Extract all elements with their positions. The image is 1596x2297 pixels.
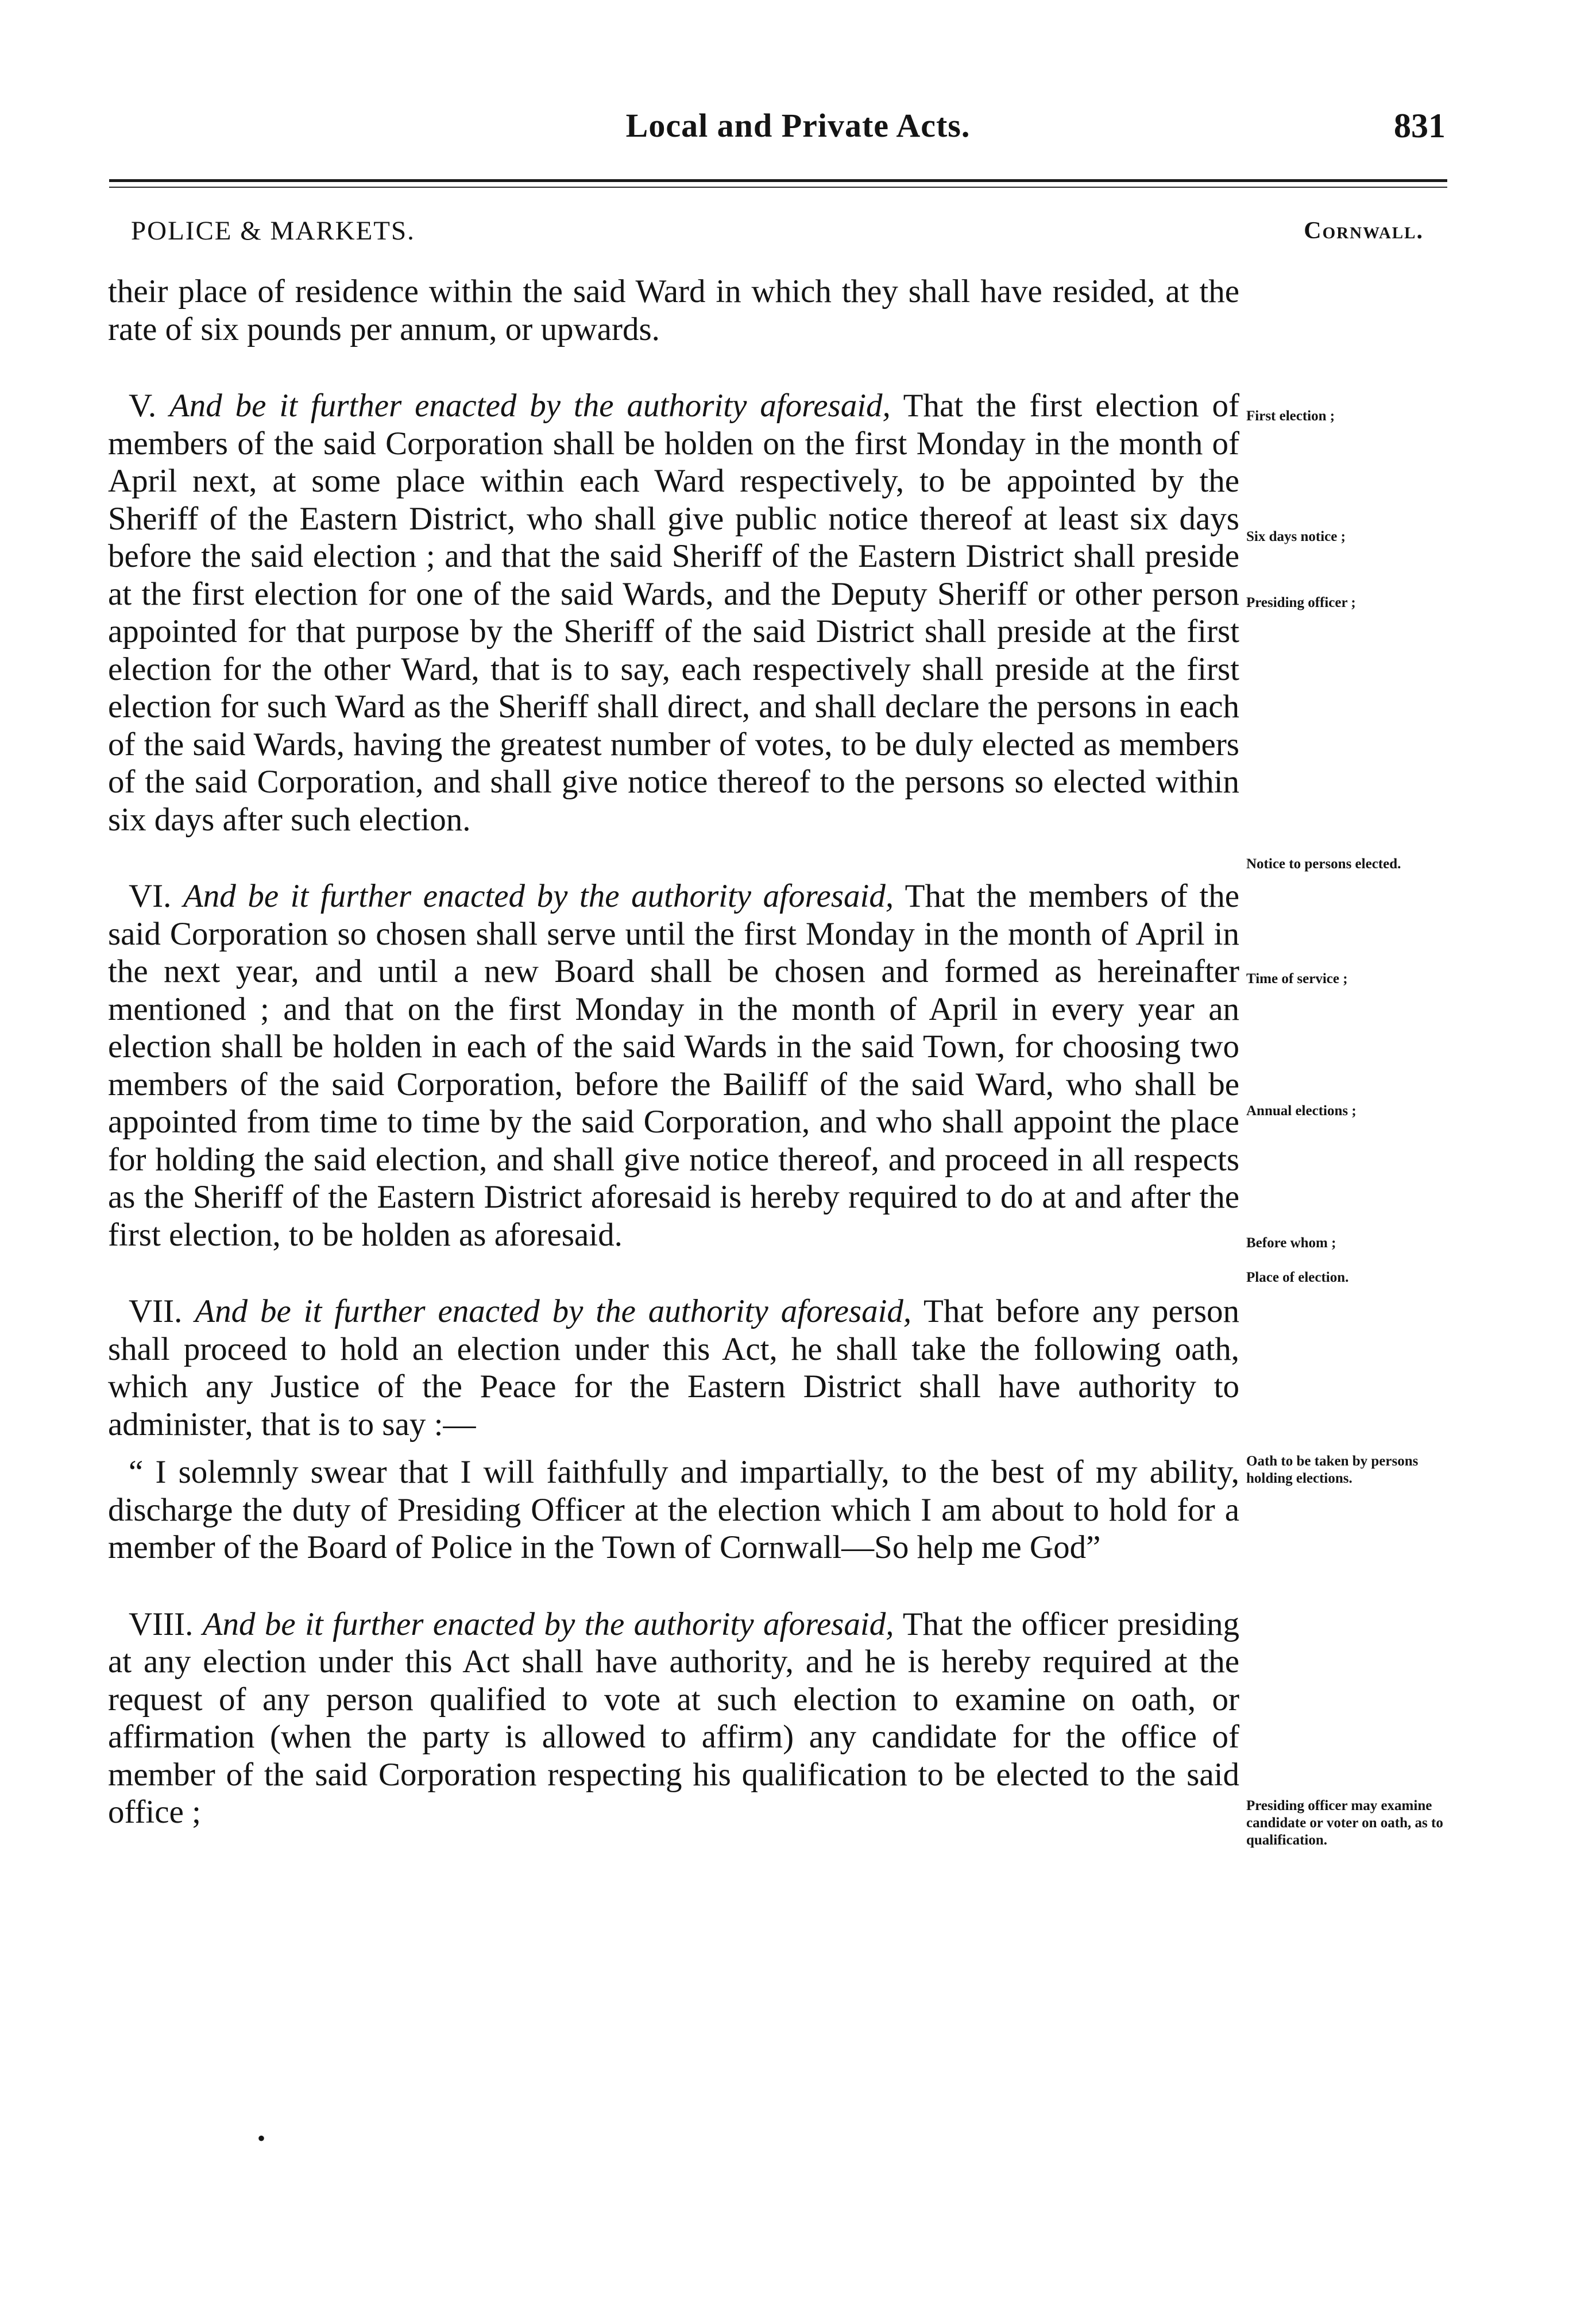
section-8-number: VIII.	[129, 1606, 194, 1642]
header-rule-thick	[109, 179, 1447, 182]
section-title: POLICE & MARKETS.	[131, 216, 415, 246]
continuation-paragraph: their place of residence within the said Ward in which they shall have resided, at the rate of six pounds per annum, or upwards.	[108, 273, 1239, 347]
section-6-number: VI.	[129, 878, 172, 914]
page-number: 831	[1394, 107, 1446, 145]
margin-note-time-of-service: Time of service ;	[1246, 971, 1348, 987]
margin-note-first-election: First election ;	[1246, 408, 1335, 424]
margin-note-presiding-officer: Presiding officer ;	[1246, 595, 1356, 610]
margin-note-oath-to-be-taken: Oath to be taken by persons holding elections.	[1246, 1453, 1419, 1486]
section-8-text: That the officer presiding at any election under this Act shall have authority, and he is hereby required at the request of any person qualified to vote at such election to examine on oath, or affirmation (when the party is allowed to affirm) any candidate for the office of member of the said Corporation respecting his qualification to be elected to the said office ;	[108, 1606, 1239, 1830]
section-5	[108, 387, 1239, 838]
section-7-number: VII.	[129, 1293, 183, 1329]
margin-note-annual-elections: Annual elections ;	[1246, 1103, 1357, 1119]
running-head	[0, 106, 1596, 152]
section-7-enacting-clause: And be it further enacted by the authority aforesaid,	[195, 1293, 912, 1329]
section-6-text: That the members of the said Corporation so chosen shall serve until the first Monday in the month of April in the next year, and until a new Board shall be chosen and formed as hereinafter mentioned ; and that on the first Monday in the month of April in every year an election shall be holden in each of the said Wards in the said Town, for choosing two members of the said Corporation, before the Bailiff of the said Ward, who shall be appointed from time to time by the said Corporation, and who shall appoint the place for holding the said election, and shall give notice thereof, and proceed in all respects as the Sheriff of the Eastern District aforesaid is hereby required to do at and after the first election, to be holden as aforesaid.	[108, 878, 1239, 1253]
margin-note-place-of-election: Place of election.	[1246, 1270, 1349, 1285]
oath-text: “ I solemnly swear that I will faithfully and impartially, to the best of my ability, discharge the duty of Presiding Officer at the election which I am about to hold for a member of the Board of Police in the Town of Cornwall—So help me God”	[108, 1454, 1239, 1565]
running-title: Local and Private Acts.	[625, 107, 971, 144]
header-rule-thin	[109, 187, 1447, 188]
section-6	[108, 877, 1239, 1254]
section-5-text: That the first election of members of the said Corporation shall be holden on the first Monday in the month of April next, at some place within each Ward respectively, to be appointed by the Sheriff of the Eastern District, who shall give public notice thereof at least six days before the said election ; and that the said Sheriff of the Eastern District shall preside at the first election for one of the said Wards, and the Deputy Sheriff or other person appointed for that purpose by the Sheriff of the said District shall preside at the first election for the other Ward, that is to say, each respectively shall preside at the first election for such Ward as the Sheriff shall direct, and shall declare the persons in each of the said Wards, having the greatest number of votes, to be duly elected as members of the said Corporation, and shall give notice thereof to the persons so elected within six days after such election.	[108, 388, 1240, 838]
margin-note-presiding-officer-may-examine: Presiding officer may examine candidate or voter on oath, as to qualification.	[1246, 1798, 1443, 1848]
section-5-enacting-clause: And be it further enacted by the authority aforesaid,	[169, 388, 891, 424]
section-7-text: That before any person shall proceed to hold an election under this Act, he shall take the following oath, which any Justice of the Peace for the Eastern District shall have authority to administer, that is to say :—	[108, 1293, 1239, 1443]
section-5-number: V.	[129, 388, 157, 424]
section-8	[108, 1606, 1239, 1831]
section-6-enacting-clause: And be it further enacted by the authority aforesaid,	[183, 878, 894, 914]
margin-note-six-days-notice: Six days notice ;	[1246, 529, 1346, 544]
margin-note-before-whom: Before whom ;	[1246, 1235, 1336, 1251]
bullet-mark: •	[257, 2125, 266, 2151]
section-locality: Cornwall.	[1304, 218, 1424, 244]
margin-note-notice-to-persons: Notice to persons elected.	[1246, 856, 1401, 872]
body-text	[108, 273, 1239, 1831]
section-8-enacting-clause: And be it further enacted by the authority aforesaid,	[202, 1606, 894, 1642]
section-7	[108, 1293, 1239, 1443]
